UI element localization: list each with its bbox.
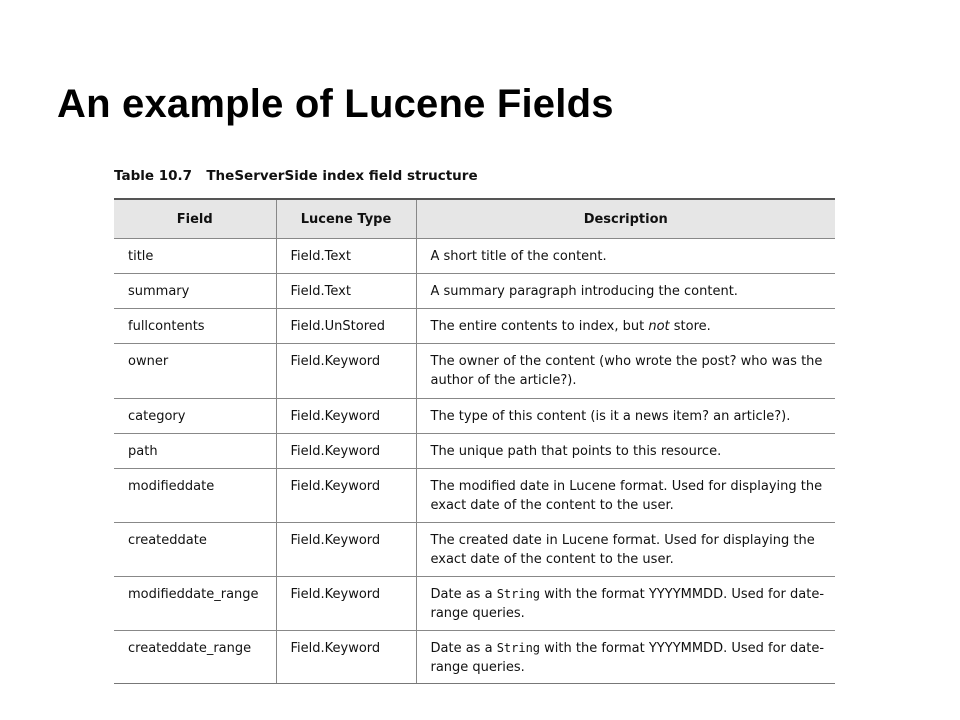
table-row — [114, 631, 835, 684]
cell-lucene-type: Field.UnStored — [276, 309, 416, 344]
cell-description — [416, 309, 835, 344]
cell-description — [416, 344, 835, 399]
description-text: store. — [669, 319, 711, 334]
table-body — [114, 239, 835, 684]
table-caption-title: TheServerSide index field structure — [206, 168, 478, 184]
table-row — [114, 274, 835, 309]
table-row — [114, 434, 835, 469]
table-row — [114, 309, 835, 344]
cell-lucene-type: Field.Text — [276, 239, 416, 274]
emphasis-text: not — [648, 319, 670, 334]
description-text: A summary paragraph introducing the content. — [430, 284, 738, 299]
description-text: The modified date in Lucene format. Used for displaying the exact date of the content to the user. — [430, 479, 823, 513]
description-text: The entire contents to index, but — [430, 319, 649, 334]
code-text: String — [496, 641, 541, 655]
cell-field-name: category — [114, 399, 276, 434]
table-row — [114, 344, 835, 399]
cell-field-name: createddate_range — [114, 631, 276, 684]
cell-description — [416, 239, 835, 274]
table-header-row — [114, 199, 835, 239]
table-caption — [114, 168, 478, 184]
cell-field-name: title — [114, 239, 276, 274]
table-row — [114, 469, 835, 523]
description-text: The unique path that points to this resource. — [430, 444, 722, 459]
column-header-description: Description — [416, 199, 835, 239]
field-structure-table — [114, 198, 835, 684]
cell-field-name: modifieddate — [114, 469, 276, 523]
cell-field-name: summary — [114, 274, 276, 309]
cell-description — [416, 274, 835, 309]
table-row — [114, 577, 835, 631]
cell-lucene-type: Field.Keyword — [276, 469, 416, 523]
cell-field-name: fullcontents — [114, 309, 276, 344]
cell-description — [416, 399, 835, 434]
cell-lucene-type: Field.Keyword — [276, 631, 416, 684]
cell-field-name: createddate — [114, 523, 276, 577]
description-text: Date as a — [430, 587, 497, 602]
description-text: with the format YYYYMMDD. Used for date-range queries. — [430, 641, 825, 675]
description-text: with the format YYYYMMDD. Used for date-range queries. — [430, 587, 825, 621]
table-row — [114, 523, 835, 577]
cell-field-name: modifieddate_range — [114, 577, 276, 631]
description-text: Date as a — [430, 641, 497, 656]
cell-description — [416, 631, 835, 684]
cell-description — [416, 577, 835, 631]
slide-title: An example of Lucene Fields — [57, 82, 614, 126]
table-row — [114, 239, 835, 274]
description-text: The created date in Lucene format. Used for displaying the exact date of the content to the user. — [430, 533, 815, 567]
cell-lucene-type: Field.Text — [276, 274, 416, 309]
cell-lucene-type: Field.Keyword — [276, 399, 416, 434]
cell-field-name: path — [114, 434, 276, 469]
cell-lucene-type: Field.Keyword — [276, 344, 416, 399]
description-text: The owner of the content (who wrote the post? who was the author of the article?). — [430, 354, 823, 388]
cell-description — [416, 434, 835, 469]
cell-description — [416, 469, 835, 523]
column-header-field: Field — [114, 199, 276, 239]
cell-lucene-type: Field.Keyword — [276, 577, 416, 631]
cell-lucene-type: Field.Keyword — [276, 434, 416, 469]
cell-field-name: owner — [114, 344, 276, 399]
code-text: String — [496, 587, 541, 601]
cell-lucene-type: Field.Keyword — [276, 523, 416, 577]
table-caption-number: Table 10.7 — [114, 168, 193, 184]
table-row — [114, 399, 835, 434]
column-header-lucene-type: Lucene Type — [276, 199, 416, 239]
description-text: The type of this content (is it a news item? an article?). — [430, 409, 791, 424]
description-text: A short title of the content. — [430, 249, 607, 264]
cell-description — [416, 523, 835, 577]
